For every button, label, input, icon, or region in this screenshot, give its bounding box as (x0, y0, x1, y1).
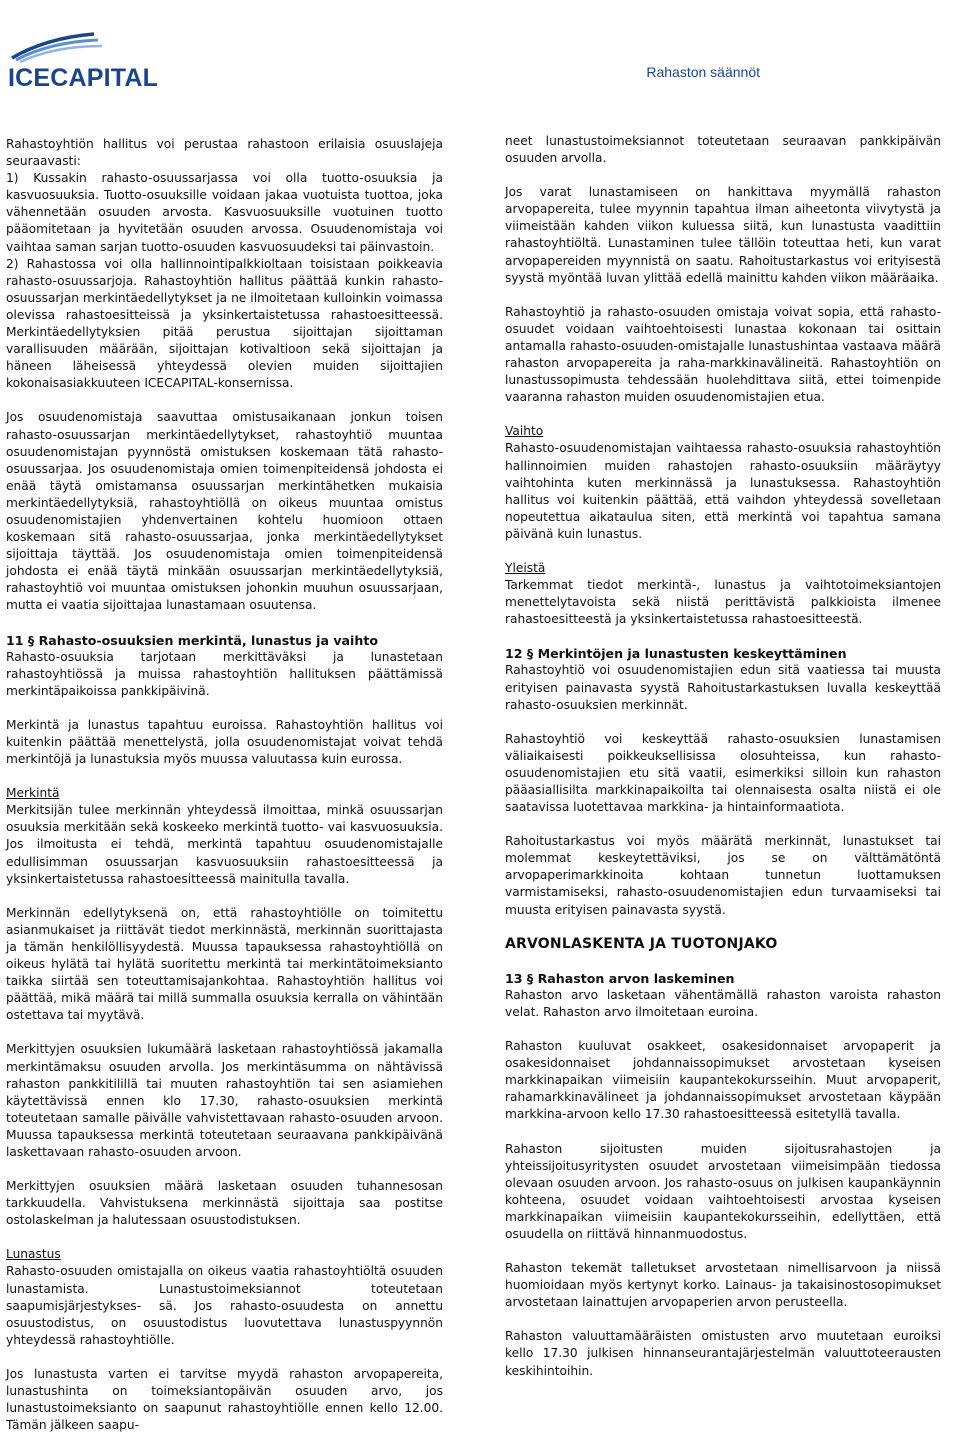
paragraph: 2) Rahastossa voi olla hallinnointipalkkioltaan toisistaan poikkeavia rahasto-osuussarjoja. Rahastoyhtiön hallitus päättää kunkin rahasto-osuussarjan merkintäedellytykset ja ne ilmoitetaan kulloinkin voimassa olevissa rahastoesitteissä ja yksinkertaistetussa rahastoesitteessä. Merkintäedellytyksien pitää perustua sijoittajan sijoittaman varallisuuden määrään, sijoittajan kotivaltioon sekä sijoittajan ja häneen läheisessä yhteydessä olevien muiden sijoittajien kokonaisasiakkuuteen ICECAPITAL-konsernissa. (6, 256, 443, 391)
paragraph: 1) Kussakin rahasto-osuussarjassa voi olla tuotto-osuuksia ja kasvuosuuksia. Tuotto-osuuksille voidaan jakaa vuotuista tuottoa, joka vähennetään osuuden arvosta. Kasvuosuuksille vuotuinen tuotto pääomitetaan ja hyvitetään osuuden arvossa. Osuudenomistaja voi vaihtaa saman sarjan tuotto-osuuden kasvuosuudeksi tai päinvastoin. (6, 171, 443, 254)
paragraph: Rahastoyhtiö voi osuudenomistajien edun sitä vaatiessa tai muusta erityisen painavasta syystä Rahoitustarkastuksen luvalla keskeyttää rahasto-osuuksien merkinnät. (505, 663, 941, 712)
major-heading: ARVONLASKENTA JA TUOTONJAKO (505, 935, 778, 952)
paragraph: Jos varat lunastamiseen on hankittava myymällä rahaston arvopapereita, tulee myynnin tapahtua ilman aiheetonta viivytystä ja viimeistään kahden viikon kuluessa siitä, kun lunastusta vaadittiin rahastoyhtiöltä. Lunastaminen tulee tällöin toteuttaa heti, kun varat arvopapereiden myynnistä on saatu. Rahoitustarkastus voi erityisestä syystä myöntää luvan ylittää edellä mainittu kahden viikon määräaika. (505, 185, 941, 285)
paragraph: Rahaston tekemät talletukset arvostetaan nimellisarvoon ja niissä huomioidaan myös kertynyt korko. Lainaus- ja takaisinostosopimukset arvostetaan lainattujen arvopaperien arvon perusteella. (505, 1261, 941, 1310)
paragraph: Rahastoyhtiö voi keskeyttää rahasto-osuuksien lunastamisen väliaikaisesti poikkeuksellisissa olosuhteissa, kun rahasto-osuudenomistajien etu sitä vaatii, esimerkiksi silloin kun rahaston pääasiallisilta markkinapaikoilta tai olennaisesta osalta niistä ei ole saatavissa luotettavaa markkina- ja hintainformaatiota. (505, 731, 941, 815)
section-heading-13: 13 § Rahaston arvon laskeminen (505, 970, 735, 986)
paragraph: Merkittyjen osuuksien määrä lasketaan osuuden tuhannesosan tarkkuudella. Vahvistuksena merkinnästä sijoittaja saa postitse ostolaskelman ja halutessaan osuustodistuksen. (6, 1179, 443, 1228)
paragraph: neet lunastustoimeksiannot toteutetaan seuraavan pankkipäivän osuuden arvolla. (505, 134, 941, 166)
left-column (6, 136, 443, 1434)
paragraph: Rahaston valuuttamääräisten omistusten arvo muutetaan euroiksi kello 17.30 julkisen hinnanseurantajärjestelmän valuuttoteerausten keskihintoihin. (505, 1329, 941, 1378)
paragraph: Rahasto-osuuden omistajalla on oikeus vaatia rahastoyhtiöltä osuuden lunastamista. Lunastustoimeksiannot toteutetaan saapumisjärjestykses- sä. Jos rahasto-osuudesta on annettu osuustodistus, on osuustodistus luovutettava lunastuspyynnön yhteydessä rahastoyhtiölle. (6, 1264, 443, 1347)
paragraph: Tarkemmat tiedot merkintä-, lunastus ja vaihtotoimeksiantojen menettelytavoista sekä niistä perittävistä palkkioista ilmenee rahastoesitteestä ja yksinkertaistetussa rahastoesitteestä. (505, 578, 941, 627)
paragraph: Jos lunastusta varten ei tarvitse myydä rahaston arvopapereita, lunastushinta on toimeksiantopäivän osuuden arvo, jos lunastustoimeksianto on saapunut rahastoyhtiölle ennen kello 12.00. Tämän jälkeen saapu- (6, 1366, 443, 1433)
section-heading-12: 12 § Merkintöjen ja lunastusten keskeyttäminen (505, 646, 847, 662)
logo-text: ICECAPITAL (8, 64, 159, 92)
paragraph: Rahastoyhtiön hallitus voi perustaa rahastoon erilaisia osuuslajeja seuraavasti: (6, 137, 443, 169)
paragraph: Merkittyjen osuuksien lukumäärä lasketaan rahastoyhtiössä jakamalla merkintämaksu osuuden arvolla. Jos merkintäsumma on nähtävissä rahaston pankkitilillä tai muuten rahastoyhtiön tai sen asiamiehen käytettävissä ennen klo 17.30, rahasto-osuuksien merkintä toteutetaan samalle päivälle vahvistettavaan rahasto-osuuden arvoon. Muussa tapauksessa merkintä toteutetaan seuraavana pankkipäivänä laskettavaan rahasto-osuuden arvoon. (6, 1042, 443, 1159)
subheading-lunastus: Lunastus (6, 1247, 61, 1262)
paragraph: Rahasto-osuudenomistajan vaihtaessa rahasto-osuuksia rahastoyhtiön hallinnoimien muiden rahastojen rahasto-osuuksiin määräytyy vaihtohinta kuten merkinnässä ja lunastuksessa. Rahastoyhtiön hallitus voi kuitenkin päättää, että vaihdon yhteydessä sovelletaan nopeutettua aikataulua siten, että merkintä voi tapahtua samana päivänä kuin lunastus. (505, 441, 941, 541)
paragraph: Rahaston sijoitusten muiden sijoitusrahastojen ja yhteissijoitusyritysten osuudet arvostetaan viimeisimpään tiedossa olevaan osuuden arvoon. Jos rahasto-osuus on julkisen kaupankäynnin kohteena, osuudet voidaan vaihtoehtoisesti arvostaa kyseisen markkinapaikan viimeisiin kaupantekokursseihin, edellyttäen, että osuudella on riittävä hinnanmuodostus. (505, 1141, 941, 1241)
paragraph: Rahaston kuuluvat osakkeet, osakesidonnaiset arvopaperit ja osakesidonnaiset johdannaissopimukset arvostetaan kyseisen markkinapaikan viimeisiin kaupantekokursseihin. Muut arvopaperit, rahamarkkinavälineet ja johdannaissopimukset arvostetaan käypään markkina-arvoon kello 17.30 rahastoesitteessä esitetyllä tavalla. (505, 1039, 941, 1122)
page-header (0, 0, 960, 115)
company-logo (6, 30, 206, 100)
paragraph: Merkintä ja lunastus tapahtuu euroissa. Rahastoyhtiön hallitus voi kuitenkin päättää menettelystä, jolla osuudenomistajat voivat tehdä merkintöjä ja lunastuksia myös muussa valuutassa kuin eurossa. (6, 717, 443, 767)
paragraph: Merkinnän edellytyksenä on, että rahastoyhtiölle on toimitettu asianmukaiset ja riittävät tiedot merkinnästä, merkinnän suorittajasta ja tämän henkilöllisyydestä. Muussa tapauksessa rahastoyhtiöllä on oikeus hylätä tai hylätä suoritettu merkintä tai merkintätoimeksianto taikka siirtää sen toteuttamisajankohtaa. Rahastoyhtiön hallitus voi päättää, mikä määrä tai millä summalla osuuksia kerralla on vähintään ostettava tai myytävä. (6, 905, 443, 1023)
paragraph: Rahaston arvo lasketaan vähentämällä rahaston varoista rahaston velat. Rahaston arvo ilmoitetaan euroina. (505, 987, 941, 1019)
paragraph: Rahastoyhtiö ja rahasto-osuuden omistaja voivat sopia, että rahasto-osuudet voidaan vaihtoehtoisesti lunastaa kokonaan tai osittain antamalla rahasto-osuuden-omistajalle lunastushintaa vastaava määrä rahaston arvopapereita ja raha-markkinavälineitä. Rahastoyhtiön on lunastussopimusta tehdessään huolehdittava siitä, ettei toimenpide vaaranna rahaston muiden osuudenomistajien etua. (505, 304, 941, 405)
paragraph: Rahasto-osuuksia tarjotaan merkittäväksi ja lunastetaan rahastoyhtiössä ja muissa rahastoyhtiön hallituksen päättämissä merkintäpaikoissa pankkipäivinä. (6, 649, 443, 698)
logo-stripes-icon (6, 30, 206, 64)
paragraph: Merkitsijän tulee merkinnän yhteydessä ilmoittaa, minkä osuussarjan osuuksia merkitään sekä koskeeko merkintä tuotto- vai kasvuosuuksia. Jos ilmoitusta ei tehdä, merkintä tapahtuu osuudenomistajalle edullisimman osuussarjan kasvuosuuksiin rahastoesitteessä ja yksinkertaistetussa rahastoesitteessä mainitulla tavalla. (6, 803, 443, 886)
paragraph: Jos osuudenomistaja saavuttaa omistusaikanaan jonkun toisen rahasto-osuussarjan merkintäedellytykset, rahastoyhtiö muuntaa osuudenomistajan pyynnöstä omistuksen koskemaan tätä rahasto-osuussarjaa. Jos osuudenomistaja omien toimenpiteidensä johdosta ei enää täytä omistamansa osuussarjan merkintähetken mukaisia merkintäedellytyksiä, rahastoyhtiöllä on oikeus muuntaa omistus osuudenomistajien yhdenvertainen kohtelu huomioon ottaen koskemaan sitä rahasto-osuussarjaa, jonka merkintäedellytykset sijoittaja täyttää. Jos osuudenomistaja omien toimenpiteidensä johdosta ei enää täytä minkään osuussarjan merkintäedellytyksiä, rahastoyhtiö voi muuntaa omistuksen johonkin muuhun osuussarjaan, mutta ei vaatia sijoittajaa lunastamaan osuutensa. (6, 410, 443, 613)
subheading-vaihto: Vaihto (505, 424, 544, 439)
document-title: Rahaston säännöt (646, 64, 760, 80)
paragraph: Rahoitustarkastus voi myös määrätä merkinnät, lunastukset tai molemmat keskeytettäviksi, jos se on välttämätöntä arvopaperimarkkinoita kohtaan tunnetun luottamuksen varmistamiseksi, rahasto-osuudenomistajien edun turvaamiseksi tai muusta erityisen painavasta syystä. (505, 834, 941, 917)
subheading-merkinta: Merkintä (6, 786, 60, 801)
section-heading-11: 11 § Rahasto-osuuksien merkintä, lunastus ja vaihto (6, 632, 378, 648)
subheading-yleista: Yleistä (505, 560, 546, 575)
right-column (505, 133, 941, 1380)
